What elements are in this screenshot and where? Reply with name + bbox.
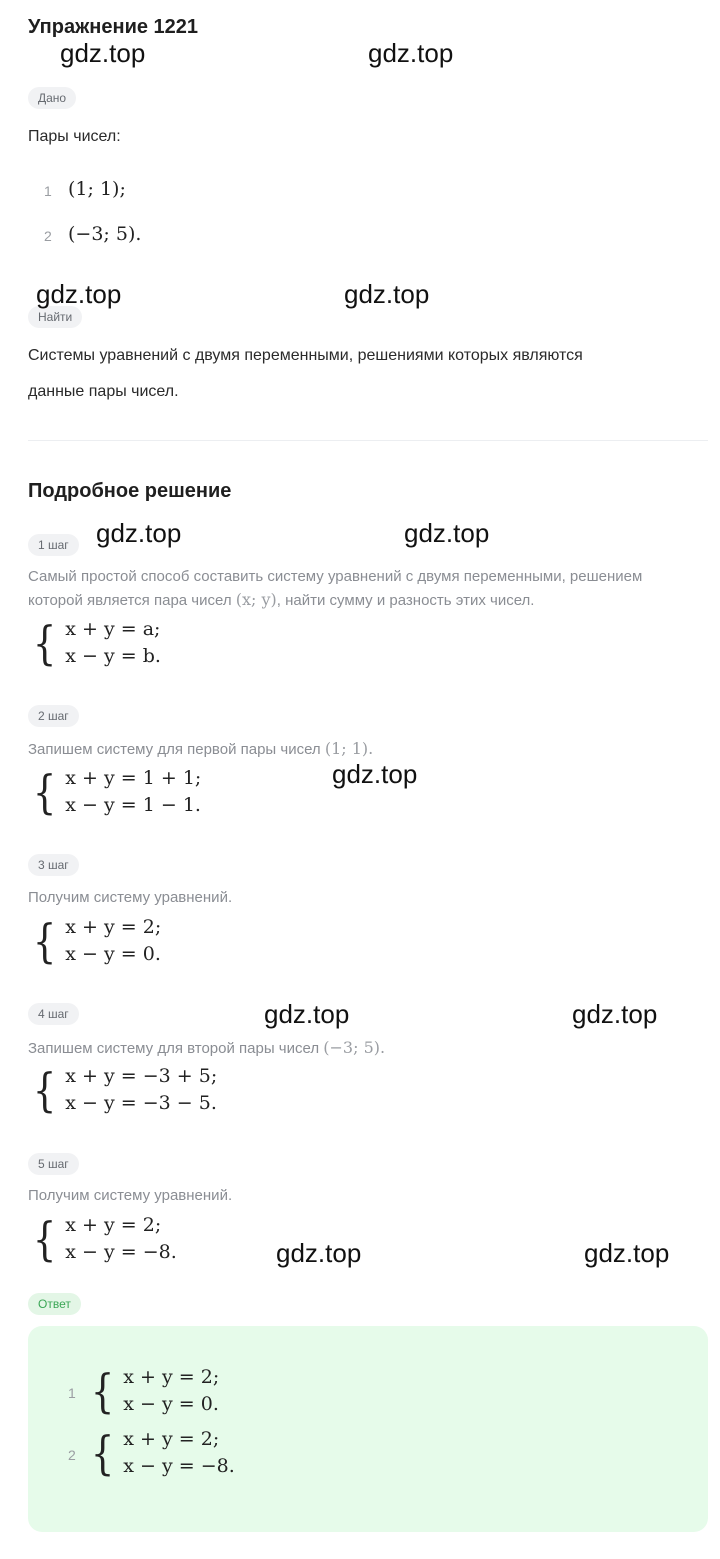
given-item-2-number: 2 — [44, 228, 52, 244]
step-1-text-b: , найти сумму и разность этих чисел. — [276, 592, 535, 609]
given-item-2-math: (−3; 5). — [68, 223, 142, 245]
given-item-1-number: 1 — [44, 183, 52, 199]
step-4-equation-2: x − y = −3 − 5. — [65, 1092, 217, 1114]
brace-icon: { — [32, 914, 57, 968]
step-4-equation-system — [30, 1063, 217, 1117]
step-2-text-plain: Запишем систему для первой пары чисел — [28, 741, 321, 758]
watermark: gdz.top — [344, 279, 430, 309]
step-2-equation-1: x + y = 1 + 1; — [65, 767, 202, 789]
step-4-text — [28, 1038, 385, 1057]
solution-title: Подробное решение — [28, 480, 232, 502]
step-3-equation-1: x + y = 2; — [65, 916, 162, 938]
step-1-text-line-2 — [28, 590, 534, 609]
step-2-text — [28, 739, 373, 758]
answer-item-1-equation-2: x − y = 0. — [123, 1393, 219, 1415]
brace-icon: { — [90, 1364, 115, 1418]
step-4-text-math: (−3; 5). — [323, 1038, 386, 1057]
step-1-badge: 1 шаг — [28, 534, 79, 556]
step-5-equation-2: x − y = −8. — [65, 1241, 177, 1263]
step-5-equation-1: x + y = 2; — [65, 1214, 162, 1236]
watermark: gdz.top — [368, 38, 454, 68]
answer-item-2-number: 2 — [68, 1447, 76, 1463]
watermark: gdz.top — [60, 38, 146, 68]
step-4-badge: 4 шаг — [28, 1003, 79, 1025]
step-1-text-a: которой является пара чисел — [28, 592, 232, 609]
step-1-text-line-1: Самый простой способ составить систему уравнений с двумя переменными, решением — [28, 568, 643, 585]
step-4-text-plain: Запишем систему для второй пары чисел — [28, 1040, 320, 1057]
watermark: gdz.top — [264, 999, 350, 1029]
step-1-text-math: (x; y) — [235, 590, 277, 609]
given-item-1-math: (1; 1); — [68, 178, 126, 200]
brace-icon: { — [32, 1212, 57, 1266]
step-1-equation-2: x − y = b. — [65, 645, 161, 667]
given-text: Пары чисел: — [28, 128, 121, 145]
find-text-line-1: Системы уравнений с двумя переменными, решениями которых являются — [28, 347, 583, 364]
step-3-badge: 3 шаг — [28, 854, 79, 876]
watermark: gdz.top — [332, 759, 418, 789]
answer-item-2-system — [88, 1426, 235, 1480]
answer-badge: Ответ — [28, 1293, 81, 1315]
step-1-equation-1: x + y = a; — [65, 618, 161, 640]
watermark: gdz.top — [96, 518, 182, 548]
watermark: gdz.top — [584, 1238, 670, 1268]
page-title: Упражнение 1221 — [28, 16, 199, 38]
step-2-text-math: (1; 1). — [324, 739, 374, 758]
watermark: gdz.top — [276, 1238, 362, 1268]
step-3-equation-2: x − y = 0. — [65, 943, 161, 965]
step-5-badge: 5 шаг — [28, 1153, 79, 1175]
step-2-equation-2: x − y = 1 − 1. — [65, 794, 201, 816]
brace-icon: { — [32, 765, 57, 819]
step-3-equation-system — [30, 914, 161, 968]
step-3-text: Получим систему уравнений. — [28, 889, 233, 906]
answer-item-1-system — [88, 1364, 219, 1418]
step-2-equation-system — [30, 765, 201, 819]
step-5-equation-system — [30, 1212, 177, 1266]
watermark: gdz.top — [36, 279, 122, 309]
step-5-text: Получим систему уравнений. — [28, 1187, 233, 1204]
watermark: gdz.top — [572, 999, 658, 1029]
answer-item-2-equation-1: x + y = 2; — [123, 1428, 220, 1450]
brace-icon: { — [32, 616, 57, 670]
step-2-badge: 2 шаг — [28, 705, 79, 727]
brace-icon: { — [90, 1426, 115, 1480]
step-1-equation-system — [30, 616, 161, 670]
section-divider — [28, 440, 708, 441]
answer-item-1-number: 1 — [68, 1385, 76, 1401]
answer-item-2-equation-2: x − y = −8. — [123, 1455, 235, 1477]
find-badge: Найти — [28, 306, 82, 328]
step-4-equation-1: x + y = −3 + 5; — [65, 1065, 218, 1087]
answer-item-1-equation-1: x + y = 2; — [123, 1366, 220, 1388]
find-text-line-2: данные пары чисел. — [28, 383, 179, 400]
brace-icon: { — [32, 1063, 57, 1117]
watermark: gdz.top — [404, 518, 490, 548]
given-badge: Дано — [28, 87, 76, 109]
